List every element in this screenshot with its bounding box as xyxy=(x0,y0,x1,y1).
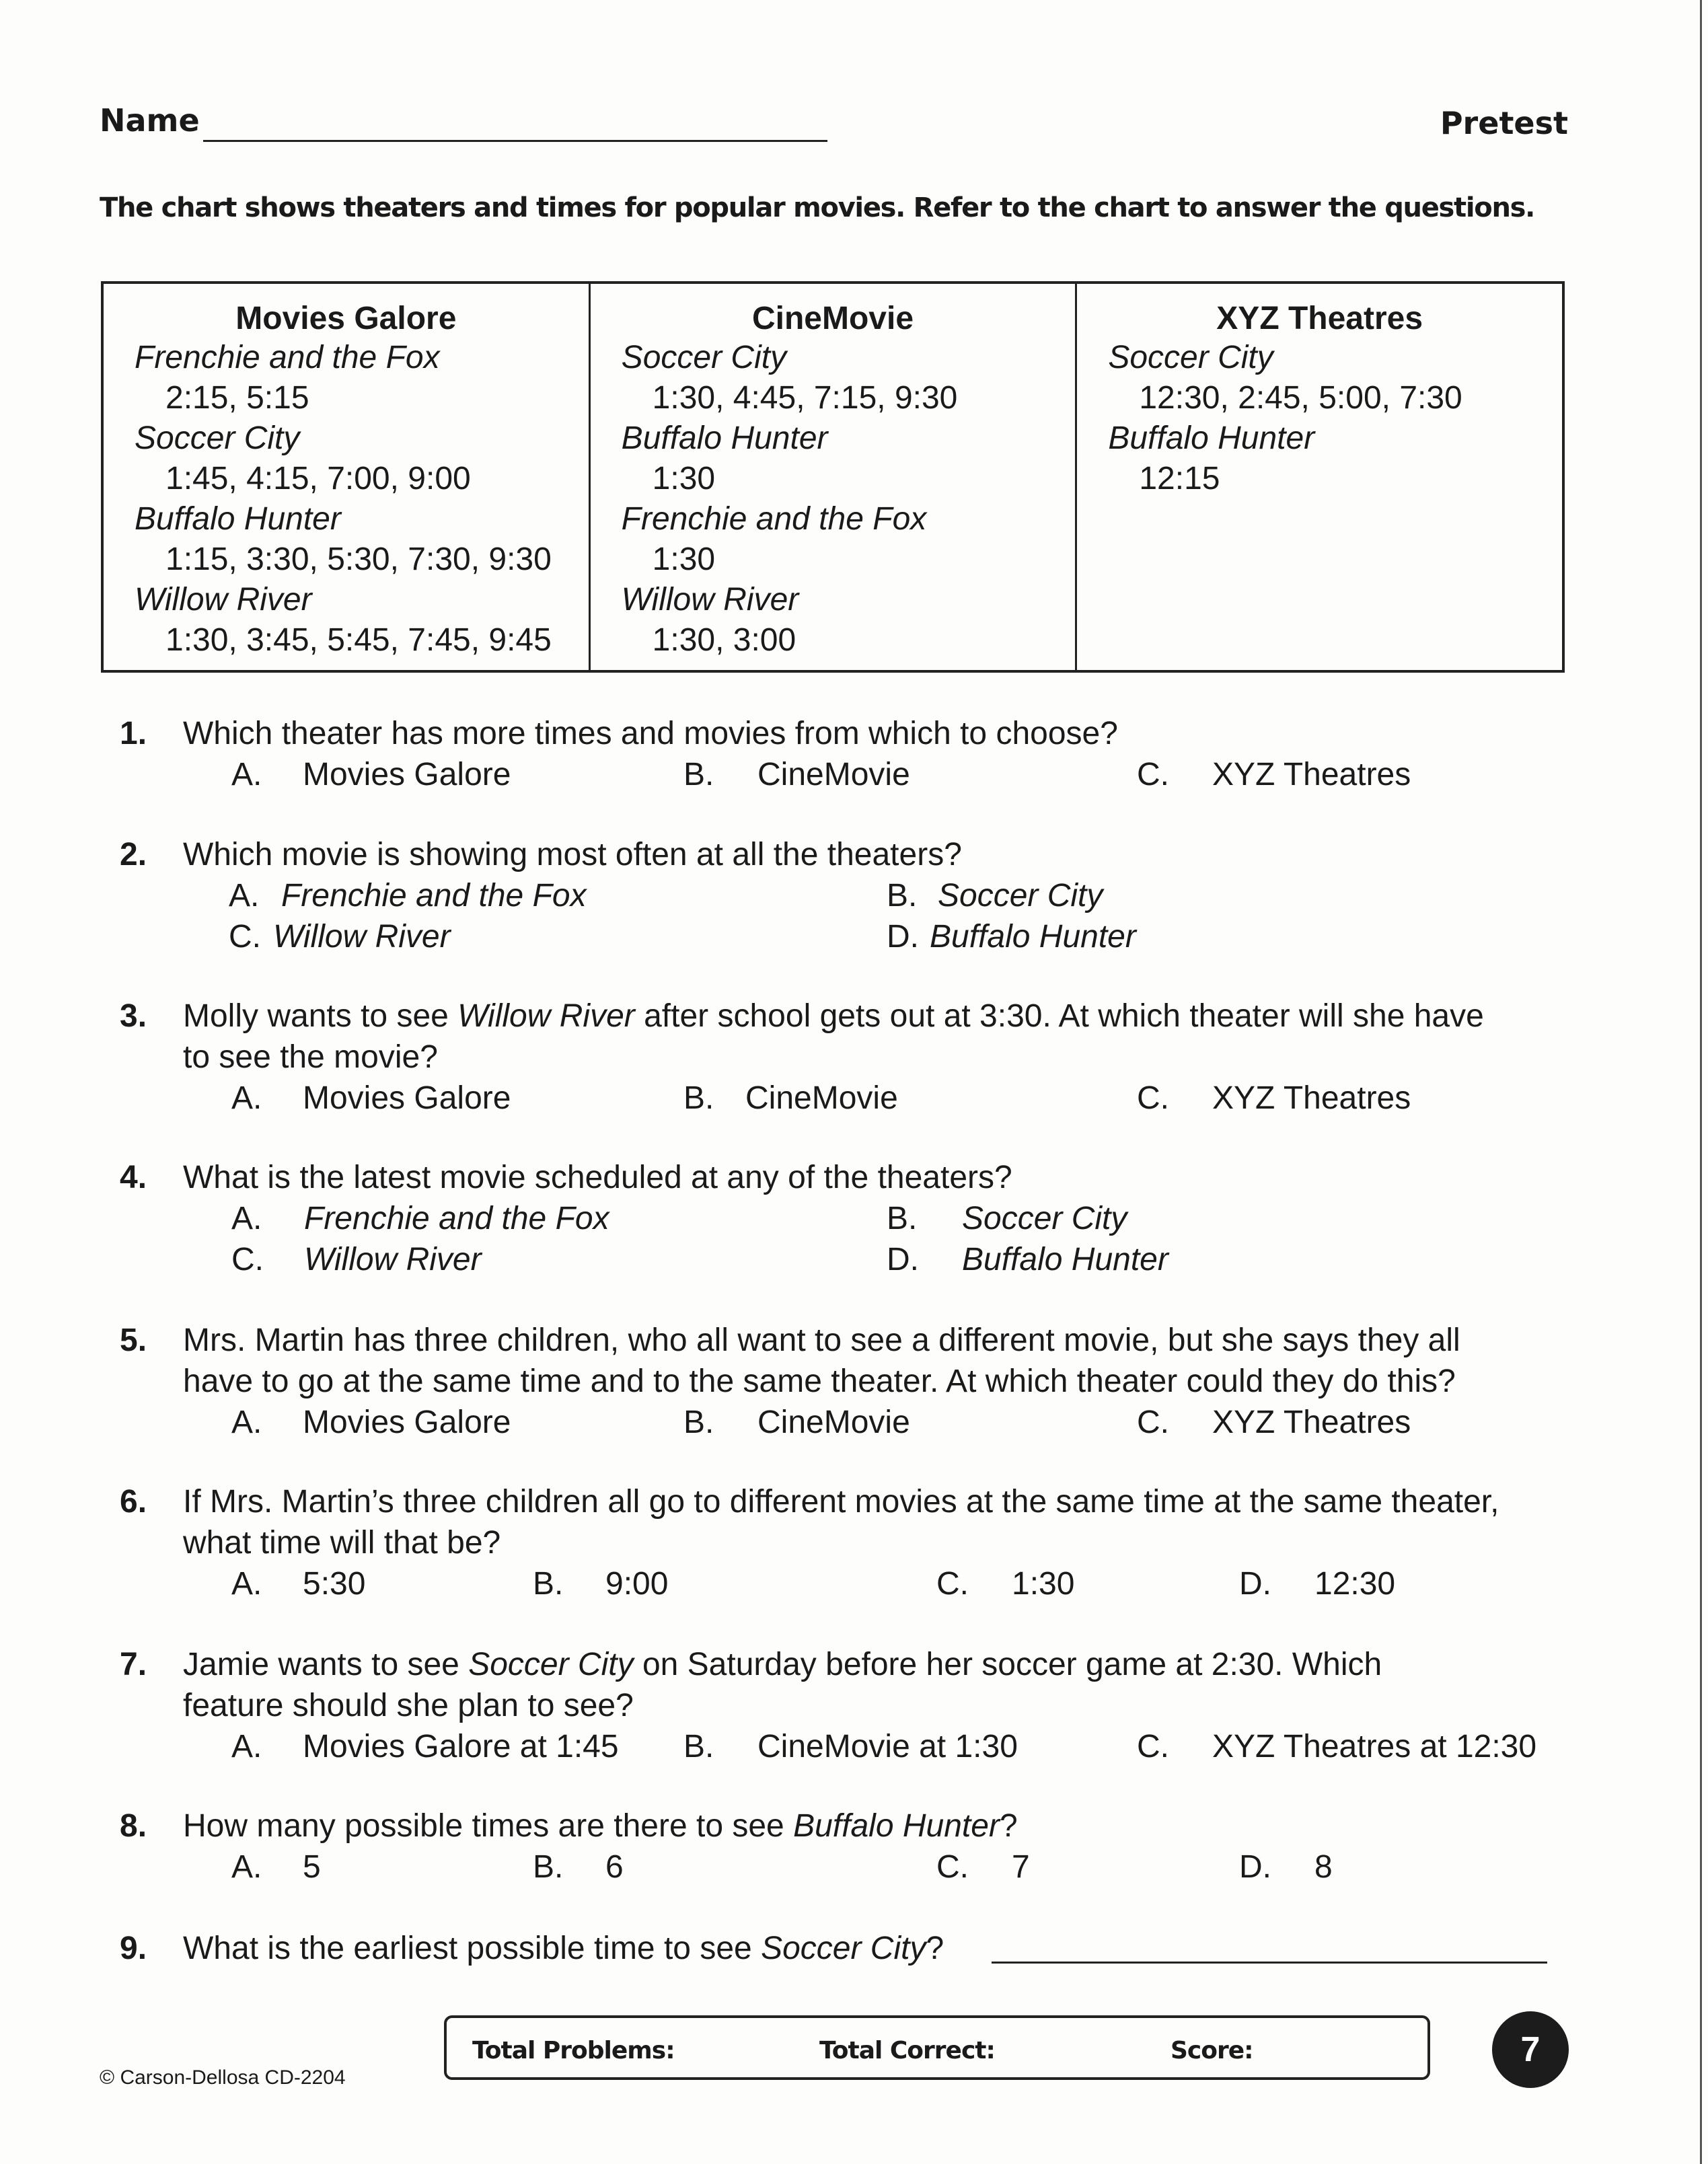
question-number: 2. xyxy=(120,837,147,872)
movie-title: Soccer City xyxy=(1108,340,1273,375)
answer-blank[interactable] xyxy=(992,1962,1547,1964)
showtimes: 1:45, 4:15, 7:00, 9:00 xyxy=(165,461,471,496)
total-problems-label: Total Problems: xyxy=(472,2037,675,2064)
answer-option-c[interactable]: C. XYZ Theatres xyxy=(1137,1405,1411,1440)
answer-option-a[interactable]: A. Frenchie and the Fox xyxy=(229,878,587,913)
question-number: 6. xyxy=(120,1484,147,1520)
answer-option-a[interactable]: A. 5 xyxy=(231,1849,321,1885)
question-text: Molly wants to see Willow River after school gets out at 3:30. At which theater will she have to see the movie? xyxy=(183,998,1484,1075)
showtimes: 1:30, 3:00 xyxy=(652,622,796,658)
answer-option-b[interactable]: B. CineMovie xyxy=(683,757,910,792)
answer-option-b[interactable]: B. CineMovie at 1:30 xyxy=(683,1729,1018,1764)
score-label: Score: xyxy=(1171,2037,1253,2064)
question-number: 4. xyxy=(120,1160,147,1195)
question-number: 3. xyxy=(120,998,147,1034)
showtimes: 1:30, 3:45, 5:45, 7:45, 9:45 xyxy=(165,622,552,658)
showtimes: 1:30, 4:45, 7:15, 9:30 xyxy=(652,380,958,416)
showtimes: 1:30 xyxy=(652,542,716,577)
answer-option-b[interactable]: B. 6 xyxy=(533,1849,624,1885)
theater-column-cinemovie xyxy=(589,284,1076,670)
answer-option-a[interactable]: A. Movies Galore xyxy=(231,1405,511,1440)
question-text: How many possible times are there to see Buffalo Hunter? xyxy=(183,1808,1018,1844)
answer-option-d[interactable]: D. 12:30 xyxy=(1239,1566,1396,1602)
question-text: Jamie wants to see Soccer City on Saturday before her soccer game at 2:30. Which feature should she plan to see? xyxy=(183,1647,1382,1723)
name-input-line[interactable] xyxy=(203,140,827,142)
movie-title: Frenchie and the Fox xyxy=(621,501,927,537)
movie-title: Buffalo Hunter xyxy=(1108,420,1315,456)
answer-option-c[interactable]: C. 7 xyxy=(936,1849,1030,1885)
question-number: 1. xyxy=(120,716,147,751)
answer-option-d[interactable]: D. Buffalo Hunter xyxy=(887,919,1136,955)
answer-option-c[interactable]: C. XYZ Theatres xyxy=(1137,757,1411,792)
instructions: The chart shows theaters and times for popular movies. Refer to the chart to answer the questions. xyxy=(100,192,1535,223)
answer-option-c[interactable]: C. Willow River xyxy=(231,1242,482,1277)
answer-option-a[interactable]: A. Movies Galore at 1:45 xyxy=(231,1729,619,1764)
movie-title: Willow River xyxy=(621,582,799,618)
showtimes: 1:15, 3:30, 5:30, 7:30, 9:30 xyxy=(165,542,552,577)
question-text: If Mrs. Martin’s three children all go to different movies at the same time at the same theater, what time will that be? xyxy=(183,1484,1499,1561)
theater-column-xyz-theatres xyxy=(1075,284,1562,670)
movie-title: Frenchie and the Fox xyxy=(135,340,440,375)
question-text: Which movie is showing most often at all the theaters? xyxy=(183,837,962,872)
theater-column-movies-galore xyxy=(104,284,589,670)
answer-option-b[interactable]: B. Soccer City xyxy=(887,878,1103,913)
copyright: © Carson-Dellosa CD-2204 xyxy=(100,2066,346,2089)
answer-option-c[interactable]: C. XYZ Theatres xyxy=(1137,1080,1411,1116)
answer-option-d[interactable]: D. 8 xyxy=(1239,1849,1333,1885)
answer-option-b[interactable]: B. CineMovie xyxy=(683,1405,910,1440)
answer-option-c[interactable]: C. 1:30 xyxy=(936,1566,1075,1602)
question-text: What is the earliest possible time to see Soccer City? xyxy=(183,1931,944,1966)
movie-title: Willow River xyxy=(135,582,312,618)
name-label: Name xyxy=(100,102,200,139)
question-text: What is the latest movie scheduled at any of the theaters? xyxy=(183,1160,1012,1195)
answer-option-a[interactable]: A. Movies Galore xyxy=(231,757,511,792)
movie-title: Buffalo Hunter xyxy=(135,501,341,537)
showtimes: 2:15, 5:15 xyxy=(165,380,309,416)
showtimes: 12:30, 2:45, 5:00, 7:30 xyxy=(1139,380,1462,416)
answer-option-b[interactable]: B. 9:00 xyxy=(533,1566,669,1602)
score-box xyxy=(444,2015,1430,2080)
answer-option-a[interactable]: A. Frenchie and the Fox xyxy=(231,1201,609,1236)
showtimes: 12:15 xyxy=(1139,461,1220,496)
answer-option-a[interactable]: A. 5:30 xyxy=(231,1566,366,1602)
page-title: Pretest xyxy=(1440,105,1568,141)
question-number: 9. xyxy=(120,1931,147,1966)
question-number: 7. xyxy=(120,1647,147,1682)
showtimes-chart xyxy=(101,281,1565,673)
theater-name: CineMovie xyxy=(751,301,914,336)
page-number: 7 xyxy=(1492,2011,1569,2088)
answer-option-c[interactable]: C. Willow River xyxy=(229,919,451,955)
answer-option-a[interactable]: A. Movies Galore xyxy=(231,1080,511,1116)
movie-title: Soccer City xyxy=(621,340,787,375)
answer-option-c[interactable]: C. XYZ Theatres at 12:30 xyxy=(1137,1729,1537,1764)
question-text: Which theater has more times and movies from which to choose? xyxy=(183,716,1118,751)
movie-title: Buffalo Hunter xyxy=(621,420,828,456)
answer-option-b[interactable]: B. CineMovie xyxy=(683,1080,898,1116)
showtimes: 1:30 xyxy=(652,461,716,496)
question-number: 8. xyxy=(120,1808,147,1844)
theater-name: XYZ Theatres xyxy=(1216,301,1423,336)
total-correct-label: Total Correct: xyxy=(819,2037,995,2064)
answer-option-b[interactable]: B. Soccer City xyxy=(887,1201,1127,1236)
question-text: Mrs. Martin has three children, who all want to see a different movie, but she says they all have to go at the same time and to the same theater. At which theater could they do this? xyxy=(183,1322,1460,1399)
question-number: 5. xyxy=(120,1322,147,1358)
movie-title: Soccer City xyxy=(135,420,300,456)
theater-name: Movies Galore xyxy=(235,301,457,336)
page-edge xyxy=(1700,0,1702,2164)
answer-option-d[interactable]: D. Buffalo Hunter xyxy=(887,1242,1168,1277)
